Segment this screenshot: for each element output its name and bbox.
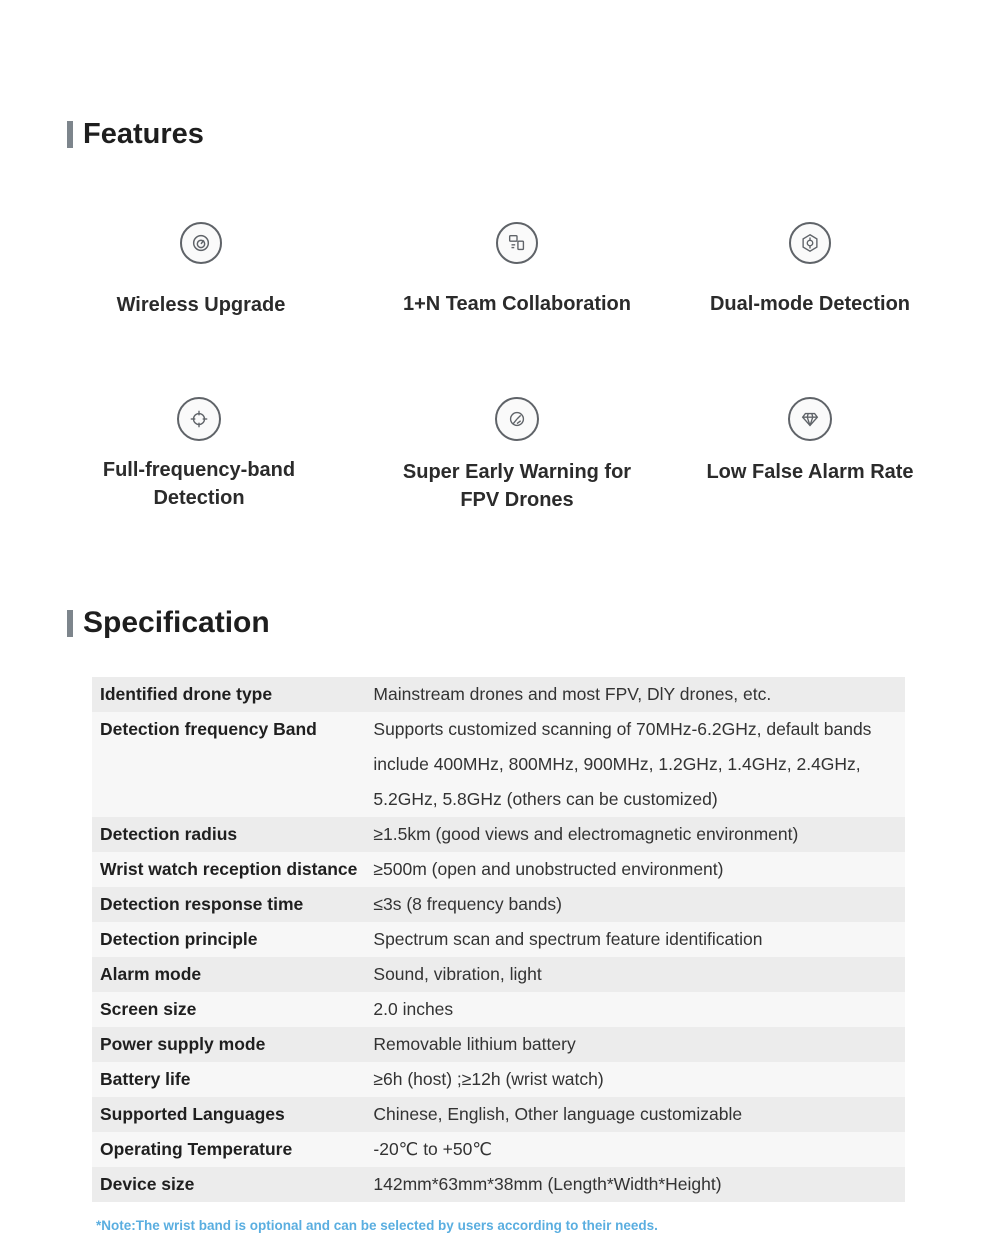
table-row: [92, 887, 905, 922]
table-row: [92, 1167, 905, 1202]
hexagon-target-icon: [789, 222, 831, 264]
feature-label: 1+N Team Collaboration: [402, 293, 631, 315]
spec-key: Operating Temperature: [100, 1139, 293, 1159]
feature-label: Wireless Upgrade: [116, 294, 286, 316]
gauge-icon: [180, 222, 222, 264]
table-row: [92, 852, 905, 887]
diamond-icon: [788, 397, 832, 441]
feature-full-frequency-band: [49, 397, 349, 512]
heading-accent-bar: [67, 610, 73, 637]
heading-accent-bar: [67, 121, 73, 148]
spec-key: Device size: [100, 1174, 195, 1194]
spec-key: Battery life: [100, 1069, 191, 1089]
spec-key: Wrist watch reception distance: [100, 859, 358, 879]
feature-label: Dual-mode Detection: [709, 293, 911, 315]
table-row: [92, 1062, 905, 1097]
specification-heading: [67, 606, 270, 640]
table-row: [92, 677, 905, 712]
specification-table: [92, 677, 905, 1202]
spec-value: 2.0 inches: [373, 999, 454, 1019]
spec-value: Supports customized scanning of 70MHz-6.2GHz, default bands include 400MHz, 800MHz, 900MHz, 1.2GHz, 1.4GHz, 2.4GHz, 5.2GHz, 5.8GHz (others can be customized): [373, 719, 872, 809]
spec-key: Power supply mode: [100, 1034, 266, 1054]
spec-value: -20℃ to +50℃: [373, 1139, 492, 1159]
features-heading: [67, 118, 204, 151]
table-row: [92, 957, 905, 992]
feature-team-collaboration: [367, 222, 667, 318]
feature-label: Full-frequency-band Detection: [102, 459, 296, 509]
table-row: [92, 817, 905, 852]
spec-value: ≥1.5km (good views and electromagnetic environment): [373, 824, 799, 844]
feature-dual-mode-detection: [660, 222, 960, 318]
radar-icon: [495, 397, 539, 441]
spec-value: ≥6h (host) ;≥12h (wrist watch): [373, 1069, 604, 1089]
table-row: [92, 992, 905, 1027]
spec-value: Removable lithium battery: [373, 1034, 576, 1054]
spec-value: 142mm*63mm*38mm (Length*Width*Height): [373, 1174, 722, 1194]
wrist-band-note: *Note:The wrist band is optional and can be selected by users according to their needs.: [96, 1218, 658, 1233]
spec-value: ≥500m (open and unobstructed environment): [373, 859, 724, 879]
spec-value: Sound, vibration, light: [373, 964, 542, 984]
specification-title: Specification: [83, 606, 270, 639]
feature-label: Super Early Warning for FPV Drones: [402, 461, 632, 511]
table-row: [92, 1132, 905, 1167]
spec-value: Mainstream drones and most FPV, DlY drones, etc.: [373, 684, 772, 704]
feature-low-false-alarm: [660, 397, 960, 486]
table-row: [92, 712, 905, 817]
features-title: Features: [83, 118, 204, 150]
spec-key: Alarm mode: [100, 964, 202, 984]
spec-key: Detection radius: [100, 824, 238, 844]
spec-value: Chinese, English, Other language customizable: [373, 1104, 743, 1124]
devices-icon: [496, 222, 538, 264]
crosshair-icon: [177, 397, 221, 441]
spec-key: Detection response time: [100, 894, 304, 914]
table-row: [92, 1027, 905, 1062]
feature-label: Low False Alarm Rate: [706, 461, 914, 483]
spec-key: Screen size: [100, 999, 197, 1019]
spec-key: Supported Languages: [100, 1104, 285, 1124]
feature-wireless-upgrade: [51, 222, 351, 319]
spec-key: Identified drone type: [100, 684, 273, 704]
spec-value: ≤3s (8 frequency bands): [373, 894, 562, 914]
spec-key: Detection principle: [100, 929, 258, 949]
table-row: [92, 1097, 905, 1132]
spec-key: Detection frequency Band: [100, 719, 317, 739]
feature-super-early-warning: [367, 397, 667, 514]
table-row: [92, 922, 905, 957]
spec-value: Spectrum scan and spectrum feature identification: [373, 929, 763, 949]
